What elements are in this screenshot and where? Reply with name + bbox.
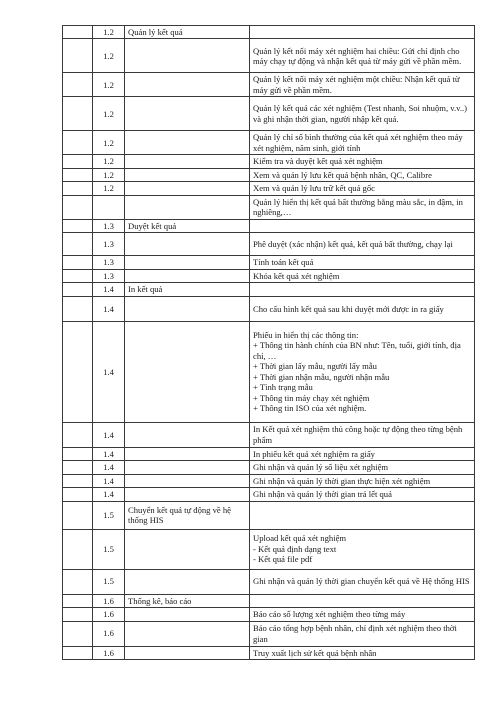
table-row [63, 321, 475, 422]
table-row [63, 501, 475, 529]
group-name: Quản lý kết quả [125, 26, 250, 39]
section-code: 1.4 [93, 422, 125, 447]
table-row [63, 529, 475, 569]
section-code: 1.5 [93, 569, 125, 594]
table-row [63, 646, 475, 659]
group-name [125, 447, 250, 460]
section-code: 1.4 [93, 461, 125, 474]
requirement-text [250, 26, 475, 39]
index-cell [63, 461, 93, 474]
index-cell [63, 269, 93, 282]
section-code: 1.2 [93, 168, 125, 181]
group-name: In kết quả [125, 283, 250, 296]
table-row [63, 594, 475, 607]
index-cell [63, 233, 93, 256]
table-row [63, 296, 475, 321]
requirement-text: Báo cáo số lượng xét nghiệm theo từng máy [250, 608, 475, 621]
table-row [63, 608, 475, 621]
requirement-text: Quản lý kết quả các xét nghiệm (Test nhanh, Soi nhuộm, v.v..) và ghi nhận thời gian, người nhập kết quả. [250, 97, 475, 131]
index-cell [63, 219, 93, 232]
group-name [125, 621, 250, 646]
index-cell [63, 501, 93, 529]
index-cell [63, 97, 93, 131]
group-name [125, 168, 250, 181]
requirement-text: Kiểm tra và duyệt kết quả xét nghiệm [250, 155, 475, 168]
table-row [63, 233, 475, 256]
table-row [63, 97, 475, 131]
group-name [125, 269, 250, 282]
index-cell [63, 155, 93, 168]
requirements-table-body [63, 26, 475, 660]
group-name: Thống kê, báo cáo [125, 594, 250, 607]
requirement-text [250, 501, 475, 529]
group-name [125, 39, 250, 73]
group-name [125, 296, 250, 321]
requirement-text: In Kết quả xét nghiệm thủ công hoặc tự động theo từng bệnh phẩm [250, 422, 475, 447]
table-row [63, 26, 475, 39]
group-name [125, 131, 250, 155]
group-name: Chuyển kết quả tự động về hệ thống HIS [125, 501, 250, 529]
requirement-text: Ghi nhận và quản lý thời gian chuyển kết quả về Hệ thống HIS [250, 569, 475, 594]
index-cell [63, 608, 93, 621]
requirement-text [250, 219, 475, 232]
group-name [125, 155, 250, 168]
table-row [63, 621, 475, 646]
index-cell [63, 195, 93, 219]
index-cell [63, 569, 93, 594]
section-code: 1.6 [93, 594, 125, 607]
section-code: 1.2 [93, 26, 125, 39]
index-cell [63, 73, 93, 97]
index-cell [63, 488, 93, 501]
requirement-text: Xem và quản lý lưu kết quả bệnh nhân, QC, Calibre [250, 168, 475, 181]
group-name [125, 608, 250, 621]
section-code: 1.2 [93, 39, 125, 73]
section-code: 1.4 [93, 321, 125, 422]
index-cell [63, 168, 93, 181]
section-code: 1.4 [93, 488, 125, 501]
index-cell [63, 422, 93, 447]
requirement-text: Ghi nhận và quản lý thời gian thực hiện xét nghiệm [250, 474, 475, 487]
index-cell [63, 646, 93, 659]
group-name [125, 474, 250, 487]
index-cell [63, 594, 93, 607]
requirement-text: Báo cáo tổng hợp bệnh nhân, chỉ định xét nghiệm theo thời gian [250, 621, 475, 646]
section-code: 1.2 [93, 131, 125, 155]
table-row [63, 474, 475, 487]
index-cell [63, 182, 93, 195]
section-code: 1.4 [93, 474, 125, 487]
group-name [125, 182, 250, 195]
table-row [63, 488, 475, 501]
index-cell [63, 283, 93, 296]
table-row [63, 168, 475, 181]
group-name [125, 422, 250, 447]
requirement-text: Ghi nhận và quản lý thời gian trả lết quả [250, 488, 475, 501]
section-code: 1.6 [93, 646, 125, 659]
requirement-text: Quản lý chỉ số bình thường của kết quả xét nghiệm theo máy xét nghiệm, năm sinh, giới tính [250, 131, 475, 155]
section-code: 1.4 [93, 447, 125, 460]
index-cell [63, 621, 93, 646]
table-row [63, 155, 475, 168]
group-name [125, 321, 250, 422]
group-name [125, 97, 250, 131]
table-row [63, 283, 475, 296]
group-name [125, 195, 250, 219]
requirement-text: Quản lý kết nối máy xét nghiệm một chiều: Nhận kết quả từ máy gửi về phần mềm. [250, 73, 475, 97]
requirement-text: Khóa kết quả xét nghiệm [250, 269, 475, 282]
index-cell [63, 447, 93, 460]
section-code: 1.5 [93, 501, 125, 529]
index-cell [63, 39, 93, 73]
group-name [125, 73, 250, 97]
table-row [63, 447, 475, 460]
table-row [63, 39, 475, 73]
requirement-text: Phê duyệt (xác nhận) kết quả, kết quả bất thường, chạy lại [250, 233, 475, 256]
requirement-text: Xem và quản lý lưu trữ kết quả gốc [250, 182, 475, 195]
group-name [125, 646, 250, 659]
requirement-text: Cho cấu hình kết quả sau khi duyệt mới được in ra giấy [250, 296, 475, 321]
section-code: 1.3 [93, 233, 125, 256]
table-row [63, 182, 475, 195]
requirement-text [250, 283, 475, 296]
requirement-text: Truy xuất lịch sử kết quả bệnh nhân [250, 646, 475, 659]
group-name [125, 461, 250, 474]
table-row [63, 269, 475, 282]
section-code [93, 195, 125, 219]
section-code: 1.5 [93, 529, 125, 569]
index-cell [63, 256, 93, 269]
requirement-text: Tính toán kết quả [250, 256, 475, 269]
section-code: 1.2 [93, 73, 125, 97]
table-row [63, 195, 475, 219]
requirement-text: Upload kết quả xét nghiệm - Kết quả định dạng text - Kết quả file pdf [250, 529, 475, 569]
group-name [125, 488, 250, 501]
table-row [63, 569, 475, 594]
group-name: Duyệt kết quả [125, 219, 250, 232]
group-name [125, 569, 250, 594]
table-row [63, 422, 475, 447]
group-name [125, 233, 250, 256]
table-row [63, 219, 475, 232]
requirement-text: In phiếu kết quả xét nghiệm ra giấy [250, 447, 475, 460]
index-cell [63, 26, 93, 39]
group-name [125, 529, 250, 569]
table-row [63, 256, 475, 269]
section-code: 1.3 [93, 269, 125, 282]
table-row [63, 461, 475, 474]
index-cell [63, 474, 93, 487]
section-code: 1.2 [93, 182, 125, 195]
requirement-text: Quản lý hiển thị kết quả bất thường bằng màu sắc, in đậm, in nghiêng,… [250, 195, 475, 219]
table-row [63, 131, 475, 155]
section-code: 1.4 [93, 283, 125, 296]
index-cell [63, 296, 93, 321]
group-name [125, 256, 250, 269]
requirement-text: Ghi nhận và quản lý số liệu xét nghiệm [250, 461, 475, 474]
table-row [63, 73, 475, 97]
section-code: 1.3 [93, 219, 125, 232]
section-code: 1.4 [93, 296, 125, 321]
requirements-table [62, 25, 475, 660]
index-cell [63, 529, 93, 569]
index-cell [63, 131, 93, 155]
section-code: 1.6 [93, 608, 125, 621]
section-code: 1.6 [93, 621, 125, 646]
section-code: 1.2 [93, 155, 125, 168]
requirement-text [250, 594, 475, 607]
index-cell [63, 321, 93, 422]
section-code: 1.2 [93, 97, 125, 131]
section-code: 1.3 [93, 256, 125, 269]
requirement-text: Quản lý kết nối máy xét nghiệm hai chiều: Gửi chỉ định cho máy chạy tự động và nhận kết quả từ máy gửi về phần mềm. [250, 39, 475, 73]
requirement-text: Phiếu in hiển thị các thông tin: + Thông tin hành chính của BN như: Tên, tuổi, giới tính, địa chỉ, … + Thời gian lấy mẫu, người lấy mẫu + Thời gian nhận mẫu, người nhận mẫu + Tình trạng mẫu + Thông tin máy chạy xét nghiệm + Thông tin ISO của xét nghiệm. [250, 321, 475, 422]
